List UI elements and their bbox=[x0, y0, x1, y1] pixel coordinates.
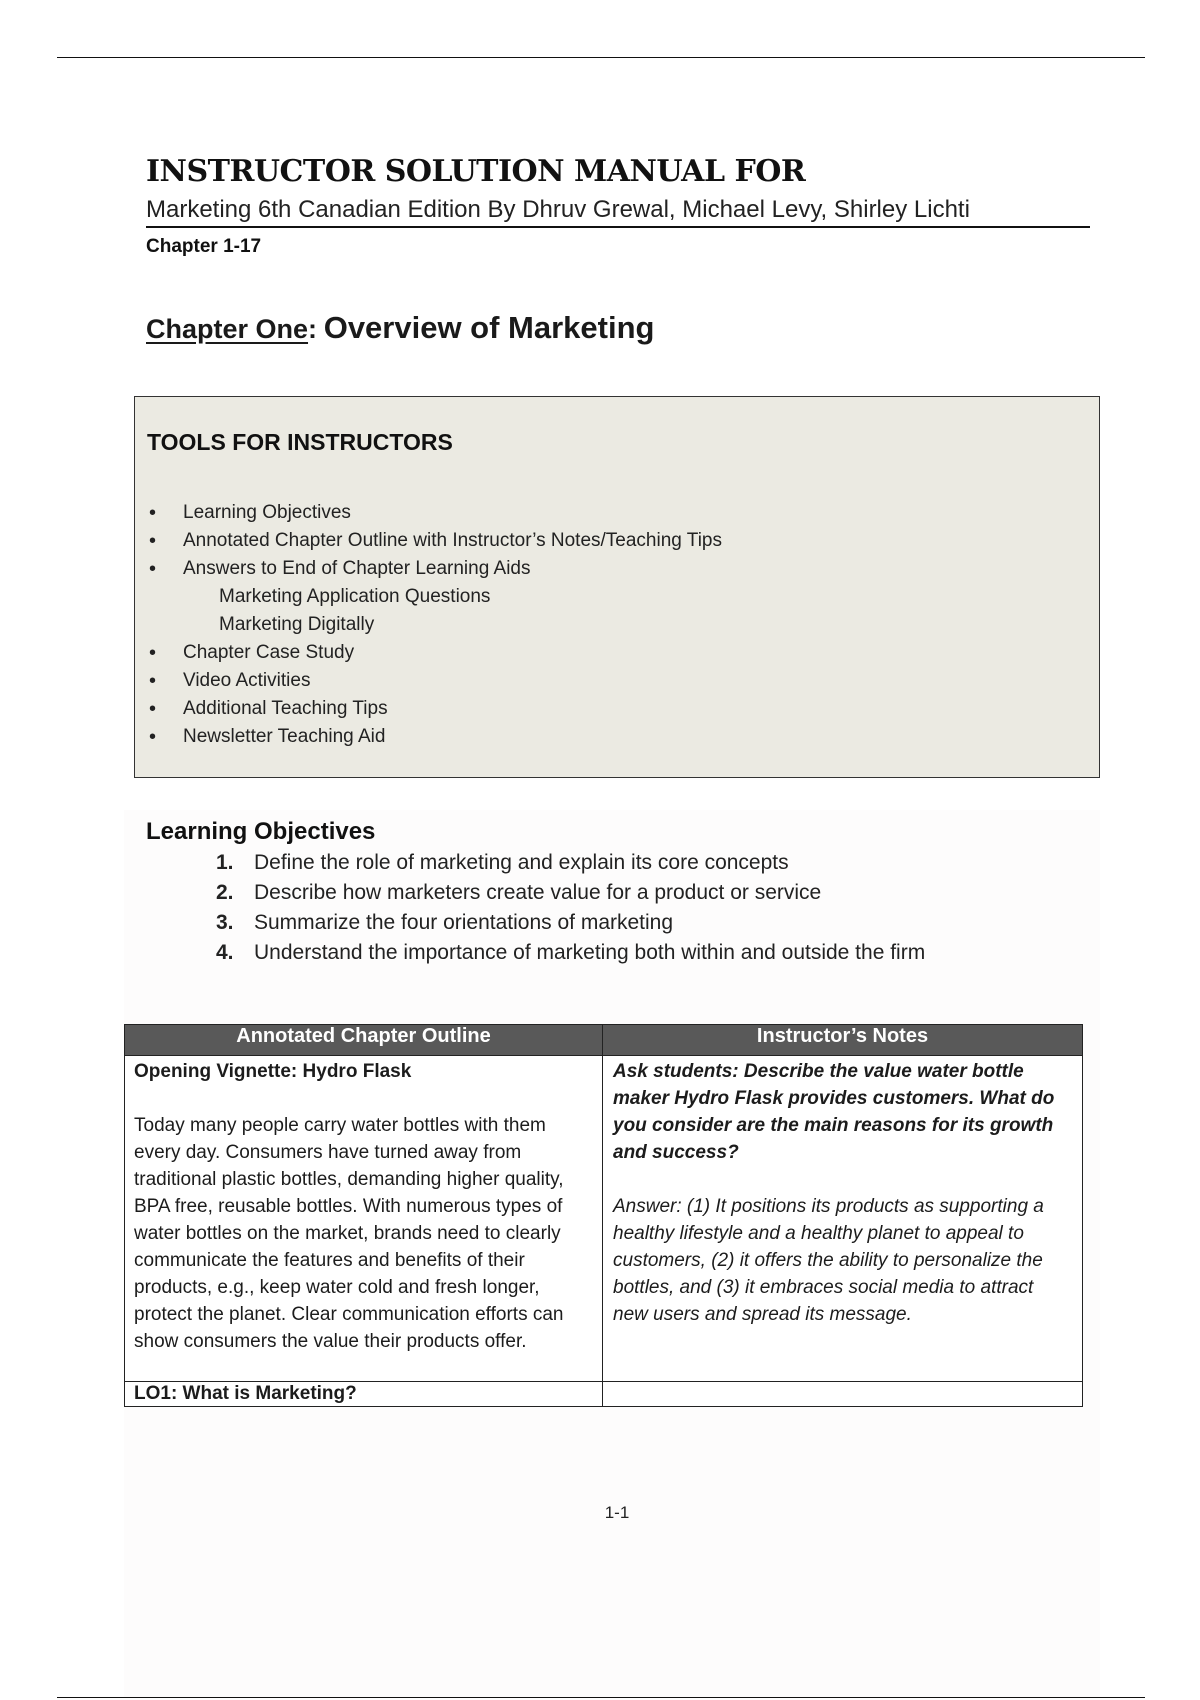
tools-subitem: Marketing Application Questions bbox=[219, 586, 491, 607]
table-row bbox=[125, 1056, 1083, 1382]
tools-for-instructors-box bbox=[134, 396, 1100, 778]
vignette-body: Today many people carry water bottles with them every day. Consumers have turned away from traditional plastic bottles, demanding higher quality, BPA free, reusable bottles. With numerous types of water bottles on the market, brands need to clearly communicate the features and benefits of their products, e.g., keep water cold and fresh longer, protect the planet. Clear communication efforts can show consumers the value their products offer. bbox=[134, 1115, 564, 1352]
chapter-outline-table bbox=[124, 1024, 1083, 1407]
objective-text: Describe how marketers create value for a product or service bbox=[254, 881, 822, 904]
document-title: INSTRUCTOR SOLUTION MANUAL FOR bbox=[146, 154, 806, 189]
tools-list bbox=[147, 499, 722, 751]
tools-item: • Chapter Case Study bbox=[147, 639, 722, 667]
tools-item: • Newsletter Teaching Aid bbox=[147, 723, 722, 751]
top-rule bbox=[57, 57, 1145, 58]
lo1-label: LO1: What is Marketing? bbox=[134, 1383, 357, 1404]
objective-number: 3. bbox=[216, 911, 234, 934]
outline-cell bbox=[125, 1056, 603, 1382]
tools-item: • Additional Teaching Tips bbox=[147, 695, 722, 723]
learning-objective-item bbox=[216, 878, 925, 908]
objective-number: 1. bbox=[216, 851, 234, 874]
chapter-separator: : bbox=[308, 314, 318, 344]
notes-cell bbox=[603, 1056, 1083, 1382]
objective-text: Define the role of marketing and explain its core concepts bbox=[254, 851, 789, 874]
ask-students-prompt: Ask students: Describe the value water bottle maker Hydro Flask provides customers. What do you consider are the main reasons for its growth and success? bbox=[613, 1061, 1055, 1163]
learning-objective-item bbox=[216, 938, 925, 968]
objective-text: Summarize the four orientations of marketing bbox=[254, 911, 674, 934]
objective-text: Understand the importance of marketing both within and outside the firm bbox=[254, 941, 926, 964]
learning-objectives-list bbox=[216, 848, 925, 968]
learning-objective-item bbox=[216, 848, 925, 878]
tools-item: • Answers to End of Chapter Learning Aids bbox=[147, 555, 722, 583]
tools-item: • Learning Objectives bbox=[147, 499, 722, 527]
table-header-row bbox=[125, 1025, 1083, 1056]
tools-subitem: Marketing Digitally bbox=[219, 614, 375, 635]
chapter-label: Chapter One bbox=[146, 314, 309, 344]
learning-objective-item bbox=[216, 908, 925, 938]
tools-heading: TOOLS FOR INSTRUCTORS bbox=[147, 429, 453, 455]
notes-column-header: Instructor’s Notes bbox=[603, 1025, 1083, 1056]
objective-number: 2. bbox=[216, 881, 234, 904]
page-number: 1-1 bbox=[604, 1503, 630, 1522]
tools-item: • Annotated Chapter Outline with Instructor’s Notes/Teaching Tips bbox=[147, 527, 722, 555]
answer-text: Answer: (1) It positions its products as supporting a healthy lifestyle and a healthy planet to appeal to customers, (2) it offers the ability to personalize the bottles, and (3) it embraces social media to attract new users and spread its message. bbox=[613, 1196, 1044, 1325]
learning-objectives-heading: Learning Objectives bbox=[146, 818, 376, 845]
chapter-title: Overview of Marketing bbox=[323, 310, 655, 345]
table-row bbox=[125, 1382, 1083, 1407]
objective-number: 4. bbox=[216, 941, 234, 964]
bottom-rule bbox=[57, 1697, 1145, 1698]
notes-cell bbox=[603, 1382, 1083, 1407]
outline-column-header: Annotated Chapter Outline bbox=[125, 1025, 603, 1056]
vignette-heading: Opening Vignette: Hydro Flask bbox=[134, 1061, 412, 1082]
book-subtitle: Marketing 6th Canadian Edition By Dhruv Grewal, Michael Levy, Shirley Lichti bbox=[146, 196, 1090, 228]
tools-item: • Video Activities bbox=[147, 667, 722, 695]
chapter-heading bbox=[146, 310, 654, 346]
outline-cell bbox=[125, 1382, 603, 1407]
chapter-range: Chapter 1-17 bbox=[146, 236, 262, 257]
